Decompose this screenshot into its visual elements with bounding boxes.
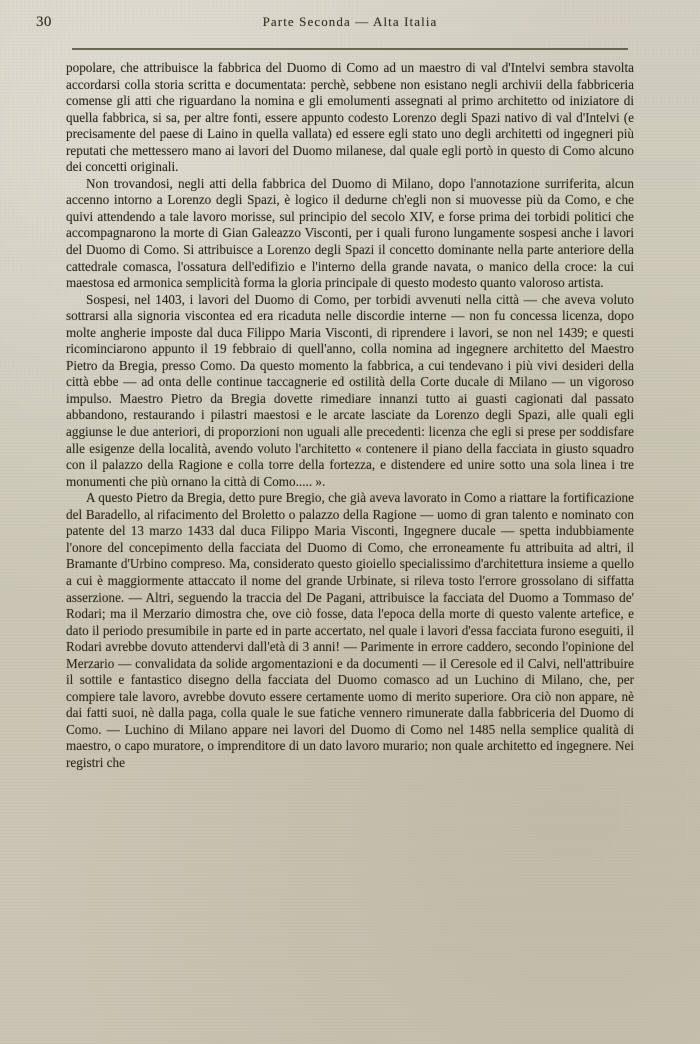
paragraph: Non trovandosi, negli atti della fabbrica del Duomo di Milano, dopo l'annotazione surriferita, alcun accenno intorno a Lorenzo degli Spazi, è logico il dedurne ch'egli non si muovesse più da Como, e che quivi attendendo a tale lavoro morisse, sul principio del secolo XIV, e forse prima dei torbidi politici che accompagnarono la morte di Gian Galeazzo Visconti, per i quali furono lungamente sospesi anche i lavori del Duomo di Como. Si attribuisce a Lorenzo degli Spazi il concetto dominante nella parte anteriore della cattedrale comasca, l'ossatura dell'edifizio e l'interno della grande navata, o manico della croce: la cui maestosa ed armonica semplicità forma la gloria principale di questo modesto quanto valoroso artista. xyxy=(66,175,634,291)
body-text xyxy=(66,60,634,772)
header-rule xyxy=(72,48,628,50)
paragraph: Sospesi, nel 1403, i lavori del Duomo di Como, per torbidi avvenuti nella città — che aveva voluto sottrarsi alla signoria viscontea ed era ricaduta nelle discordie interne — non fu concessa licenza, dopo molte angherie imposte dal duca Filippo Maria Visconti, di riprendere i lavori, se non nel 1439; e questi ricominciarono appunto il 19 febbraio di quell'anno, colla nomina ad ingegnere architetto del Maestro Pietro da Bregia, presso Como. Da questo momento la fabbrica, a cui tendevano i più vivi desideri della città ebbe — ad onta delle continue taccagnerie ed ostilità della Corte ducale di Milano — un vigoroso impulso. Maestro Pietro da Bregia dovette rimediare innanzi tutto ai guasti cagionati dal passato abbandono, restaurando i pilastri maestosi e le arcate lasciate da Lorenzo degli Spazi, alle quali egli aggiunse le due anteriori, di proporzioni non uguali alle precedenti: licenza che egli si prese per soddisfare alle esigenze della località, avendo voluto l'architetto « contenere il piano della facciata in giusto squadro con il palazzo della Ragione e colla torre della fortezza, e distendere ed unire sotto una sola linea i tre monumenti che più ornano la città di Como..... ». xyxy=(66,291,634,489)
page-number: 30 xyxy=(36,14,52,30)
paragraph: popolare, che attribuisce la fabbrica del Duomo di Como ad un maestro di val d'Intelvi sembra stavolta accordarsi colla storia scritta e documentata: perchè, sebbene non esistano negli archivii della fabbriceria comense gli atti che riguardano la nomina e gli emolumenti assegnati al primo architetto od iniziatore di quella fabbrica, si sa, per altre fonti, essere appunto codesto Lorenzo degli Spazi nativo di val d'Intelvi (e precisamente del paese di Laino in quella vallata) ed essere egli stato uno degli architetti od ingegneri più reputati che mettessero mano ai lavori del Duomo milanese, dal quale egli portò in questo di Como alcuno dei concetti originali. xyxy=(66,60,634,175)
page-header xyxy=(36,14,664,34)
paragraph: A questo Pietro da Bregia, detto pure Bregio, che già aveva lavorato in Como a riattare la fortificazione del Baradello, al rifacimento del Broletto o palazzo della Ragione — uomo di gran talento e nominato con patente del 13 marzo 1433 dal duca Filippo Maria Visconti, Ingegnere ducale — spetta indubbiamente l'onore del concepimento della facciata del Duomo di Como, che erroneamente fu attribuita ad altri, il Bramante d'Urbino compreso. Ma, considerato questo gioiello specialissimo d'architettura insieme a quello a cui è maggiormente attaccato il nome del grande Urbinate, si rileva tosto l'errore grossolano di siffatta asserzione. — Altri, seguendo la traccia del De Pagani, attribuisce la facciata del Duomo a Tommaso de' Rodari; ma il Merzario dimostra che, ove ciò fosse, data l'epoca della morte di questo valente artefice, e dato il periodo presumibile in parte ed in parte accertato, nel quale i lavori d'essa facciata furono eseguiti, il Rodari avrebbe dovuto attendervi dall'età di 3 anni! — Parimente in errore caddero, secondo l'opinione del Merzario — convalidata da solide argomentazioni e da documenti — il Ceresole ed il Calvi, nell'attribuire il sottile e fantastico disegno della facciata del Duomo comasco ad un Luchino di Milano, che, per compiere tale lavoro, avrebbe dovuto essere certamente uomo di merito superiore. Ora ciò non appare, nè dai fatti suoi, nè dalla paga, colla quale le sue fatiche vennero rimunerate dalla fabbriceria del Duomo di Como. — Luchino di Milano appare nei lavori del Duomo di Como nel 1485 nella semplice qualità di maestro, o capo muratore, o imprenditore di un dato lavoro murario; non quale architetto ed ingegnere. Nei registri che xyxy=(66,490,634,770)
running-head: Parte Seconda — Alta Italia xyxy=(262,14,438,29)
